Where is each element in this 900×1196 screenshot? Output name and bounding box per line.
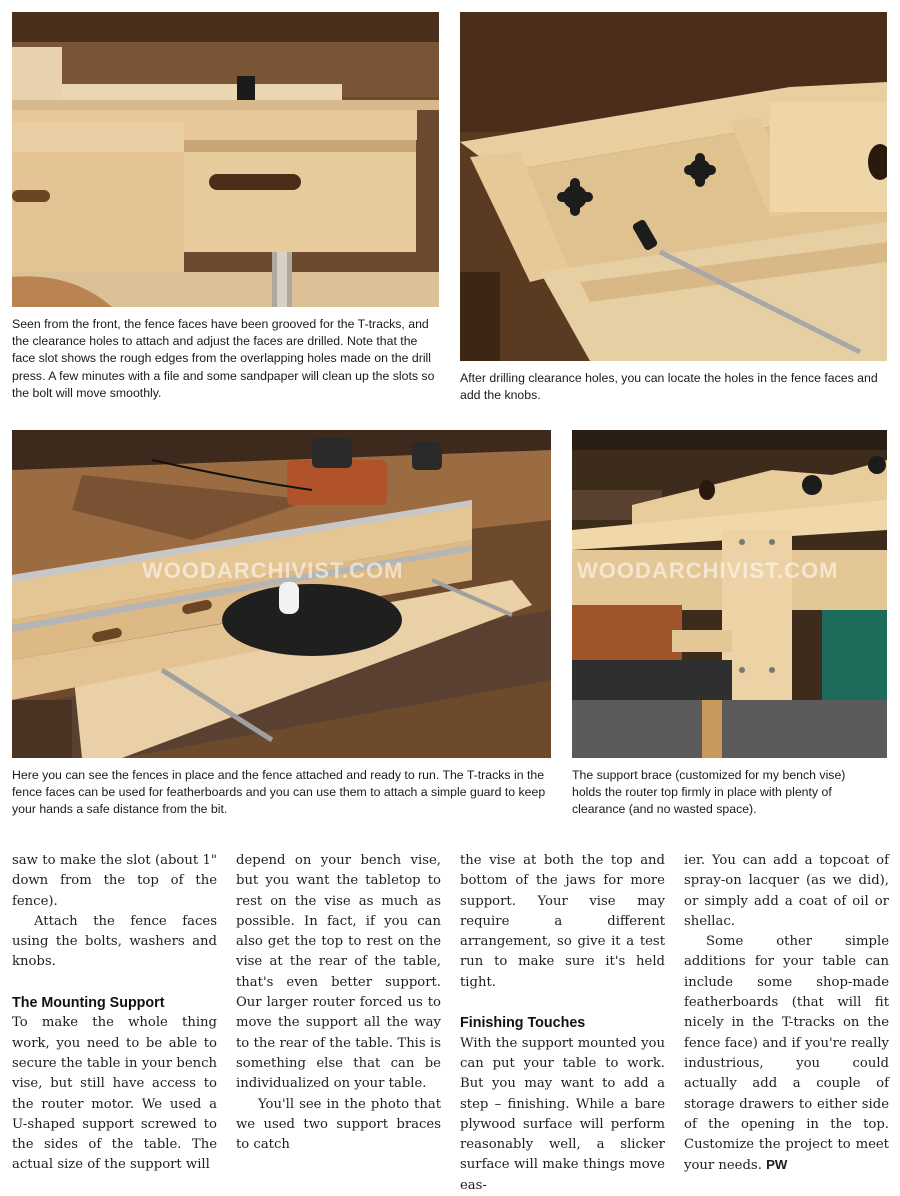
caption-support-brace: The support brace (customized for my bench vise) holds the router top firmly in place with plenty of clearance (and no wasted space). xyxy=(572,768,846,817)
paragraph xyxy=(684,932,889,1177)
watermark-left: WOODARCHIVIST.COM xyxy=(142,558,404,583)
section-heading-finishing-touches: Finishing Touches xyxy=(460,1015,586,1032)
section-heading-mounting-support: The Mounting Support xyxy=(12,995,165,1012)
paragraph-text: Some other simple additions for your table can include some shop-made featherboards (that will fit nicely in the T-tracks on the fence face) and if you're really industrious, you could actually add a couple of storage drawers to either side of the opening in the top. Customize the project to meet your needs. xyxy=(684,934,889,1174)
article-column-3 xyxy=(460,851,665,1196)
paragraph: To make the whole thing work, you need to be able to secure the table in your bench vise, but still have access to the router motor. We used a U-shaped support screwed to the sides of the table. The actual size of the support will xyxy=(12,1015,217,1173)
article-column-2 xyxy=(236,851,441,1155)
fence-faces-photo xyxy=(12,12,439,307)
fence-knobs-photo xyxy=(460,12,887,361)
support-brace-photo xyxy=(572,430,887,758)
caption-fence-faces: Seen from the front, the fence faces have been grooved for the T-tracks, and the clearance holes to attach and adjust the faces are drilled. Note that the face slot shows the rough edges from the overlapping holes made on the drill press. A few minutes with a file and some sandpaper will clean up the slots so the bolt will move smoothly. xyxy=(12,317,435,400)
paragraph: the vise at both the top and bottom of the jaws for more support. Your vise may require a different arrangement, so give it a test run to make sure it's held tight. xyxy=(460,853,665,990)
watermark-right: WOODARCHIVIST.COM xyxy=(577,558,839,583)
paragraph: ier. You can add a topcoat of spray-on lacquer (as we did), or simply add a coat of oil or shellac. xyxy=(684,853,889,929)
paragraph: Attach the fence faces using the bolts, washers and knobs. xyxy=(12,913,217,970)
paragraph: saw to make the slot (about 1" down from the top of the fence). xyxy=(12,853,217,909)
paragraph: depend on your bench vise, but you want the tabletop to rest on the vise as much as possible. In fact, if you can also get the top to rest on the vise at the rear of the table, that's even better support. Our larger router forced us to move the support all the way to the rear of the table. This is something else that can be individualized on your table. xyxy=(236,853,441,1092)
caption-router-table: Here you can see the fences in place and the fence attached and ready to run. The T-tracks in the fence faces can be used for featherboards and you can use them to attach a simple guard to keep your hands a safe distance from the bit. xyxy=(12,768,546,817)
paragraph: With the support mounted you can put your table to work. But you may want to add a step – finishing. While a bare plywood surface will perform reasonably well, a slicker surface will make things move eas- xyxy=(460,1035,665,1193)
caption-fence-knobs: After drilling clearance holes, you can locate the holes in the fence faces and add the knobs. xyxy=(460,371,878,403)
paragraph: You'll see in the photo that we used two support braces to catch xyxy=(236,1096,441,1153)
signature-pw: PW xyxy=(766,1157,788,1173)
article-column-4 xyxy=(684,851,889,1177)
article-column-1 xyxy=(12,851,217,1176)
router-table-photo xyxy=(12,430,551,758)
